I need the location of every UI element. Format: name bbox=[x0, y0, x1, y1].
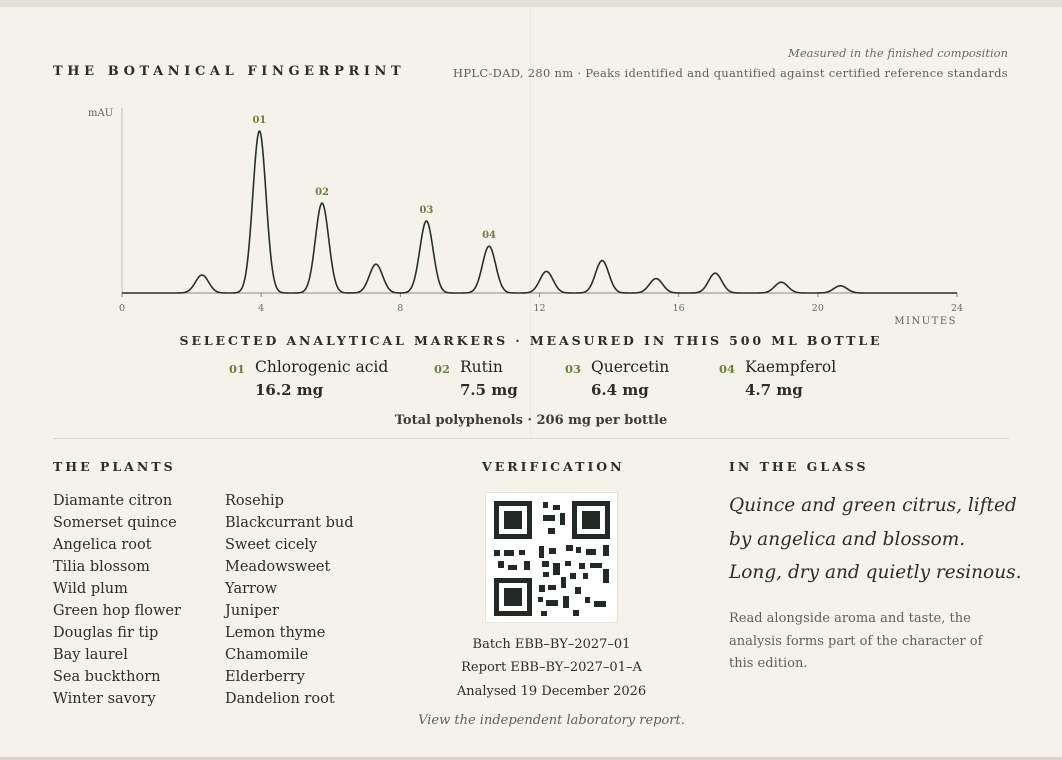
markers-heading: SELECTED ANALYTICAL MARKERS · MEASURED IN THIS 500 ML BOTTLE bbox=[179, 333, 883, 348]
x-tick-label: 4 bbox=[258, 303, 265, 314]
x-tick-label: 0 bbox=[118, 303, 126, 314]
x-tick-label: 20 bbox=[811, 303, 824, 314]
method-description: HPLC-DAD, 280 nm · Peaks identified and quantified against certified reference standards bbox=[453, 66, 1008, 80]
plant-item: Blackcurrant bud bbox=[225, 515, 354, 531]
verification-heading: VERIFICATION bbox=[482, 459, 625, 474]
tasting-note: Quince and green citrus, lifted by angelica and blossom. Long, dry and quietly resinous. bbox=[729, 495, 1022, 583]
plant-item: Chamomile bbox=[225, 647, 309, 663]
glass-heading: IN THE GLASS bbox=[729, 459, 869, 474]
marker-compound: Chlorogenic acid bbox=[255, 358, 389, 376]
chromatogram-trace bbox=[122, 131, 957, 293]
plant-item: Wild plum bbox=[53, 581, 128, 597]
plant-item: Lemon thyme bbox=[225, 625, 326, 641]
marker-number: 03 bbox=[565, 362, 582, 376]
plant-item: Yarrow bbox=[225, 581, 278, 597]
x-tick-label: 24 bbox=[950, 303, 964, 314]
marker-number: 01 bbox=[229, 362, 246, 376]
total-polyphenols: Total polyphenols · 206 mg per bottle bbox=[394, 413, 668, 428]
chromatogram-chart bbox=[0, 100, 1062, 330]
measurement-note: Measured in the finished composition bbox=[788, 46, 1008, 60]
marker-number: 02 bbox=[434, 362, 451, 376]
plants-column-2 bbox=[225, 490, 354, 710]
peak-label: 02 bbox=[315, 187, 330, 198]
analysis-date: Analysed 19 December 2026 bbox=[456, 684, 647, 699]
plant-item: Dandelion root bbox=[225, 691, 335, 707]
plant-item: Meadowsweet bbox=[225, 559, 331, 575]
marker-compound: Rutin bbox=[460, 358, 503, 376]
marker-amount: 6.4 mg bbox=[591, 381, 649, 399]
page-title: THE BOTANICAL FINGERPRINT bbox=[53, 64, 406, 79]
plant-item: Rosehip bbox=[225, 493, 284, 509]
x-axis-label: MINUTES bbox=[894, 316, 957, 327]
plant-item: Angelica root bbox=[53, 537, 152, 553]
plants-column-1 bbox=[53, 490, 181, 710]
plant-item: Sea buckthorn bbox=[53, 669, 161, 685]
plant-item: Somerset quince bbox=[53, 515, 177, 531]
qr-code-icon bbox=[486, 493, 617, 622]
top-edge bbox=[0, 0, 1062, 7]
peak-label: 04 bbox=[482, 230, 497, 242]
marker-amount: 4.7 mg bbox=[745, 381, 803, 399]
peak-label: 03 bbox=[419, 205, 434, 216]
marker-amount: 16.2 mg bbox=[255, 381, 324, 399]
x-tick-label: 16 bbox=[672, 303, 685, 314]
y-axis-label: mAU bbox=[88, 108, 114, 119]
plant-item: Bay laurel bbox=[53, 647, 128, 663]
lab-report-link[interactable]: View the independent laboratory report. bbox=[418, 713, 685, 728]
report-number: Report EBB–BY–2027–01–A bbox=[461, 660, 642, 675]
plant-item: Elderberry bbox=[225, 669, 305, 685]
marker-amount: 7.5 mg bbox=[460, 381, 518, 399]
marker-compound: Quercetin bbox=[591, 358, 670, 376]
plant-item: Sweet cicely bbox=[225, 537, 318, 553]
marker-number: 04 bbox=[719, 362, 736, 376]
plant-item: Tilia blossom bbox=[53, 559, 150, 575]
peak-label: 01 bbox=[252, 115, 267, 126]
x-tick-label: 12 bbox=[533, 303, 546, 314]
analysis-note: Read alongside aroma and taste, the analysis forms part of the character of this edition. bbox=[729, 611, 983, 671]
plant-item: Winter savory bbox=[53, 691, 156, 707]
plants-heading: THE PLANTS bbox=[53, 459, 176, 474]
x-tick-label: 8 bbox=[397, 303, 404, 314]
qr-code[interactable] bbox=[485, 492, 618, 623]
plant-item: Diamante citron bbox=[53, 493, 173, 509]
marker-compound: Kaempferol bbox=[745, 358, 837, 376]
section-divider bbox=[53, 438, 1009, 439]
plant-item: Douglas fir tip bbox=[53, 625, 159, 641]
batch-number: Batch EBB–BY–2027–01 bbox=[472, 637, 631, 652]
plant-item: Green hop flower bbox=[53, 603, 181, 619]
plant-item: Juniper bbox=[225, 603, 279, 619]
